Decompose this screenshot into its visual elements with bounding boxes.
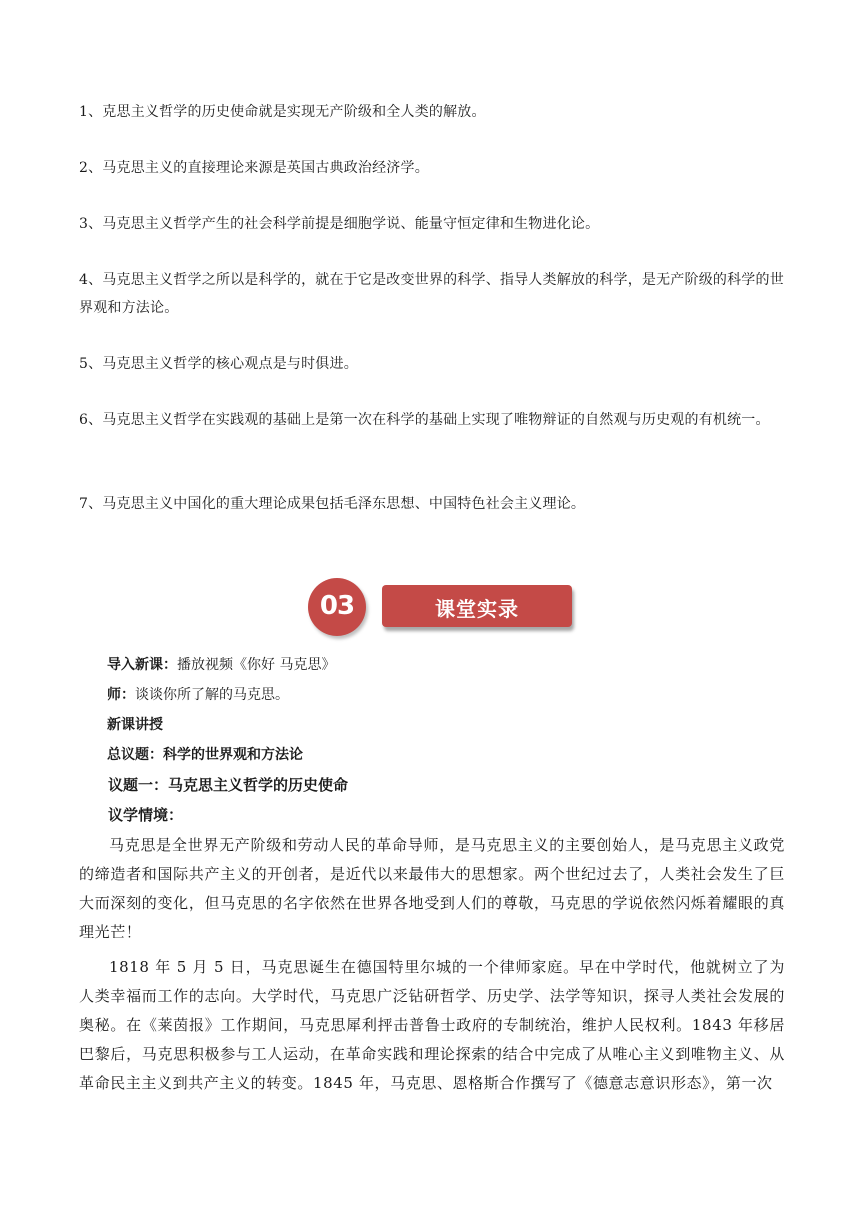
intro-text: 播放视频《你好 马克思》 <box>177 657 336 673</box>
passage-paragraph-2: 1818 年 5 月 5 日，马克思诞生在德国特里尔城的一个律师家庭。早在中学时代，他就树立了为人类幸福而工作的志向。大学时代，马克思广泛钻研哲学、历史学、法学等知识，探寻人类社会发展的奥秘。在《莱茵报》工作期间，马克思犀利抨击普鲁士政府的专制统治，维护人民权利。1843 年移居巴黎后，马克思积极参与工人运动，在革命实践和理论探索的结合中完成了从唯心主义到唯物主义、从革命民主主义到共产主义的转变。1845 年，马克思、恩格斯合作撰写了《德意志意识形态》，第一次 <box>79 958 785 1092</box>
section-number-badge <box>308 578 366 636</box>
section-title: 课堂实录 <box>435 597 519 621</box>
section-title-bar <box>382 585 572 627</box>
main-topic-label: 总议题：科学的世界观和方法论 <box>107 747 303 763</box>
teacher-line <box>107 684 289 706</box>
main-topic-heading <box>107 744 303 766</box>
section-number: 03 <box>319 591 355 621</box>
statement-6: 6、马克思主义哲学在实践观的基础上是第一次在科学的基础上实现了唯物辩证的自然观与历史观的有机统一。 <box>79 412 770 428</box>
statement-4: 4、马克思主义哲学之所以是科学的，就在于它是改变世界的科学、指导人类解放的科学，是无产阶级的科学的世界观和方法论。 <box>79 272 784 316</box>
teacher-text: 谈谈你所了解的马克思。 <box>135 687 289 703</box>
intro-line <box>107 654 335 676</box>
statement-3: 3、马克思主义哲学产生的社会科学前提是细胞学说、能量守恒定律和生物进化论。 <box>79 216 600 232</box>
teacher-label: 师： <box>107 687 135 703</box>
context-heading: 议学情境： <box>108 806 184 824</box>
statement-7: 7、马克思主义中国化的重大理论成果包括毛泽东思想、中国特色社会主义理论。 <box>79 496 586 512</box>
statement-1: 1、克思主义哲学的历史使命就是实现无产阶级和全人类的解放。 <box>79 104 486 120</box>
section-banner <box>302 576 578 638</box>
statement-5: 5、马克思主义哲学的核心观点是与时俱进。 <box>79 356 358 372</box>
passage-paragraph-1: 马克思是全世界无产阶级和劳动人民的革命导师，是马克思主义的主要创始人，是马克思主义政党的缔造者和国际共产主义的开创者，是近代以来最伟大的思想家。两个世纪过去了，人类社会发生了巨大而深刻的变化，但马克思的名字依然在世界各地受到人们的尊敬，马克思的学说依然闪烁着耀眼的真理光芒！ <box>79 836 785 941</box>
new-lesson-label: 新课讲授 <box>107 717 163 733</box>
statement-2: 2、马克思主义的直接理论来源是英国古典政治经济学。 <box>79 160 429 176</box>
intro-label: 导入新课： <box>107 657 177 673</box>
new-lesson-heading <box>107 714 163 736</box>
topic-one-heading: 议题一：马克思主义哲学的历史使命 <box>108 776 349 794</box>
